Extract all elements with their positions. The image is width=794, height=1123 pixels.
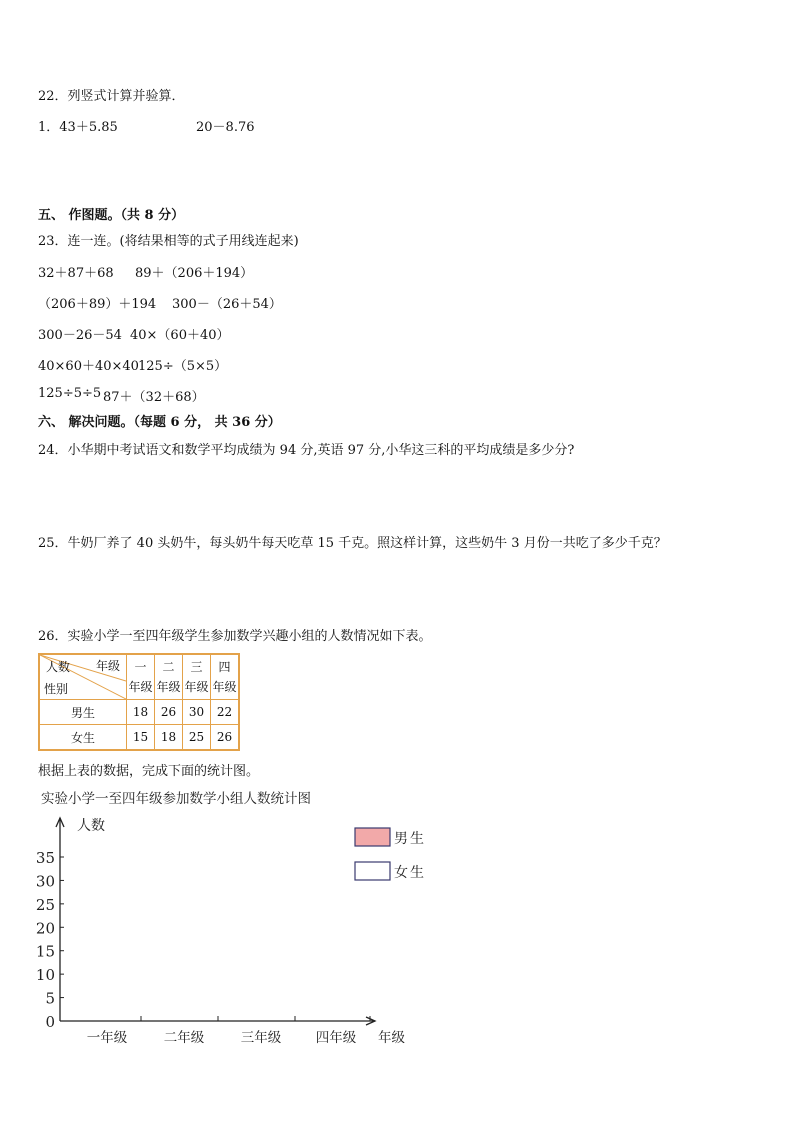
q23-right-4: 125÷（5×5） (138, 359, 228, 374)
q23-left-1: 32＋87＋68 (38, 266, 114, 281)
value-cell: 15 (127, 725, 155, 751)
table-row (39, 700, 239, 725)
y-tick-label: 20 (35, 919, 55, 938)
q22-expression-1: 1．43＋5.85 (38, 120, 118, 135)
corner-label-gender: 性别 (44, 682, 69, 696)
corner-label-count: 人数 (46, 660, 71, 674)
legend-label: 男生 (394, 831, 426, 847)
grade-header-4: 四 年级 (211, 654, 240, 700)
y-tick-label: 5 (45, 989, 55, 1008)
x-tick-label: 一年级 (86, 1030, 128, 1046)
value-cell: 18 (155, 725, 183, 751)
y-tick-label: 15 (35, 942, 55, 961)
grade-header-1: 一 年级 (127, 654, 155, 700)
q22-title: 22．列竖式计算并验算． (38, 89, 185, 104)
table-corner-cell (39, 654, 127, 700)
gender-cell-boys: 男生 (39, 700, 127, 725)
q23-right-1: 89＋（206＋194） (135, 266, 254, 281)
x-tick-label: 二年级 (163, 1030, 205, 1046)
x-tick-label: 三年级 (240, 1030, 282, 1046)
value-cell: 18 (127, 700, 155, 725)
value-cell: 25 (183, 725, 211, 751)
q23-title: 23．连一连。(将结果相等的式子用线连起来) (38, 234, 299, 249)
x-axis-label: 年级 (378, 1030, 405, 1046)
table-row (39, 725, 239, 751)
y-tick-label: 0 (45, 1013, 55, 1031)
q23-right-2: 300－（26＋54） (172, 297, 282, 312)
section-6-title: 六、 解决问题。（每题 6 分， 共 36 分） (38, 415, 281, 430)
y-tick-label: 30 (35, 872, 55, 891)
grade-gender-table (38, 653, 240, 751)
q23-left-2: （206＋89）＋194 (38, 297, 157, 312)
bar-chart (20, 780, 440, 1060)
q26-text: 26．实验小学一至四年级学生参加数学兴趣小组的人数情况如下表。 (38, 629, 432, 644)
q23-left-3: 300－26－54 (38, 328, 122, 343)
q25-text: 25．牛奶厂养了 40 头奶牛，每头奶牛每天吃草 15 千克。照这样计算，这些奶牛 3 月份一共吃了多少千克？ (38, 536, 667, 551)
section-5-title: 五、 作图题。（共 8 分） (38, 208, 185, 223)
q22-expression-2: 20－8.76 (196, 120, 255, 135)
value-cell: 22 (211, 700, 240, 725)
grade-header-3: 三 年级 (183, 654, 211, 700)
value-cell: 26 (211, 725, 240, 751)
value-cell: 26 (155, 700, 183, 725)
y-axis-label: 人数 (77, 818, 105, 834)
y-tick-label: 10 (35, 966, 55, 985)
legend-swatch (355, 862, 390, 880)
q24-text: 24．小华期中考试语文和数学平均成绩为 94 分,英语 97 分,小华这三科的平均成绩是多少分? (38, 443, 575, 458)
x-tick-label: 四年级 (315, 1030, 357, 1046)
gender-cell-girls: 女生 (39, 725, 127, 751)
y-tick-label: 25 (35, 895, 55, 914)
q23-left-5: 125÷5÷5 (38, 386, 102, 401)
corner-label-grade: 年级 (95, 659, 120, 673)
q26-after-table-text: 根据上表的数据，完成下面的统计图。 (38, 764, 260, 779)
grade-header-2: 二 年级 (155, 654, 183, 700)
q23-right-5: 87＋（32＋68） (103, 390, 205, 405)
value-cell: 30 (183, 700, 211, 725)
y-tick-label: 35 (35, 849, 55, 867)
q23-right-3: 40×（60＋40） (130, 328, 230, 343)
legend-label: 女生 (394, 865, 426, 881)
chart-title: 实验小学一至四年级参加数学小组人数统计图 (41, 791, 311, 807)
legend-swatch (355, 828, 390, 846)
q23-left-4: 40×60＋40×40 (38, 359, 139, 374)
